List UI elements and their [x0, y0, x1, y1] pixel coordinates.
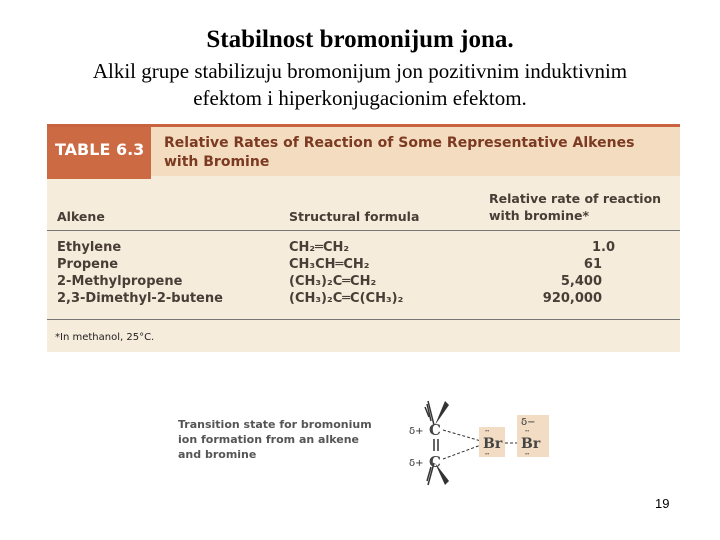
slide-subtitle [30, 58, 690, 112]
structural-formula: CH₂═CH₂ [289, 240, 350, 255]
alkene-name: Propene [57, 257, 119, 272]
column-header-rate [489, 190, 661, 224]
alkene-name: 2-Methylpropene [57, 274, 183, 289]
bromine-outer-charge: δ− [521, 417, 536, 428]
structural-formula: (CH₃)₂C═CH₂ [289, 274, 377, 289]
column-header-rate-line-2: with bromine* [489, 208, 589, 223]
figure-caption-line-3: and bromine [178, 448, 257, 461]
carbon-bottom: C [429, 453, 441, 471]
table-label-box [47, 127, 151, 179]
table-label: TABLE 6.3 [55, 140, 145, 159]
table-title-line-1: Relative Rates of Reaction of Some Representative Alkenes [164, 135, 635, 151]
carbon-top: C [429, 421, 441, 439]
header-divider [47, 230, 680, 231]
column-header-rate-line-1: Relative rate of reaction [489, 191, 662, 206]
partial-bond-top [443, 430, 481, 441]
structural-formula: CH₃CH═CH₂ [289, 257, 370, 272]
data-table [47, 124, 680, 352]
slide-title: Stabilnost bromonijum jona. [206, 26, 514, 53]
bromine-inner: Br [483, 436, 503, 452]
bromine-outer-top-dots: •• [525, 429, 530, 435]
alkene-name: 2,3-Dimethyl-2-butene [57, 291, 223, 306]
table-title [164, 134, 664, 172]
table-title-line-2: with Bromine [164, 154, 270, 170]
bromine-outer-bottom-dots: •• [525, 452, 530, 458]
structural-formula: (CH₃)₂C═C(CH₃)₂ [289, 291, 404, 306]
relative-rate: 5,400 [560, 274, 602, 289]
figure-caption [178, 417, 378, 462]
figure-caption-line-1: Transition state for bromonium [178, 418, 372, 431]
carbon-bottom-charge: δ+ [409, 458, 424, 469]
table-header [47, 124, 680, 176]
relative-rate: 1.0 [591, 240, 615, 255]
transition-state-diagram [405, 395, 565, 491]
bromine-inner-bottom-dots: •• [485, 452, 490, 458]
carbon-top-charge: δ+ [409, 426, 424, 437]
footer-divider [47, 319, 680, 320]
column-header-alkene: Alkene [57, 209, 105, 224]
bromine-inner-top-dots: •• [485, 429, 490, 435]
page-number: 19 [655, 496, 670, 511]
relative-rate: 61 [583, 257, 602, 272]
subtitle-line-1: Alkil grupe stabilizuju bromonijum jon pozitivnim induktivnim [92, 59, 628, 83]
figure-caption-line-2: ion formation from an alkene [178, 433, 359, 446]
alkene-name: Ethylene [57, 240, 122, 255]
subtitle-line-2: efektom i hiperkonjugacionim efektom. [193, 86, 527, 110]
column-header-formula: Structural formula [289, 209, 420, 224]
partial-bond-bottom [443, 445, 481, 459]
relative-rate: 920,000 [542, 291, 602, 306]
bromine-outer: Br [521, 436, 541, 452]
table-footnote: *In methanol, 25°C. [55, 332, 155, 343]
